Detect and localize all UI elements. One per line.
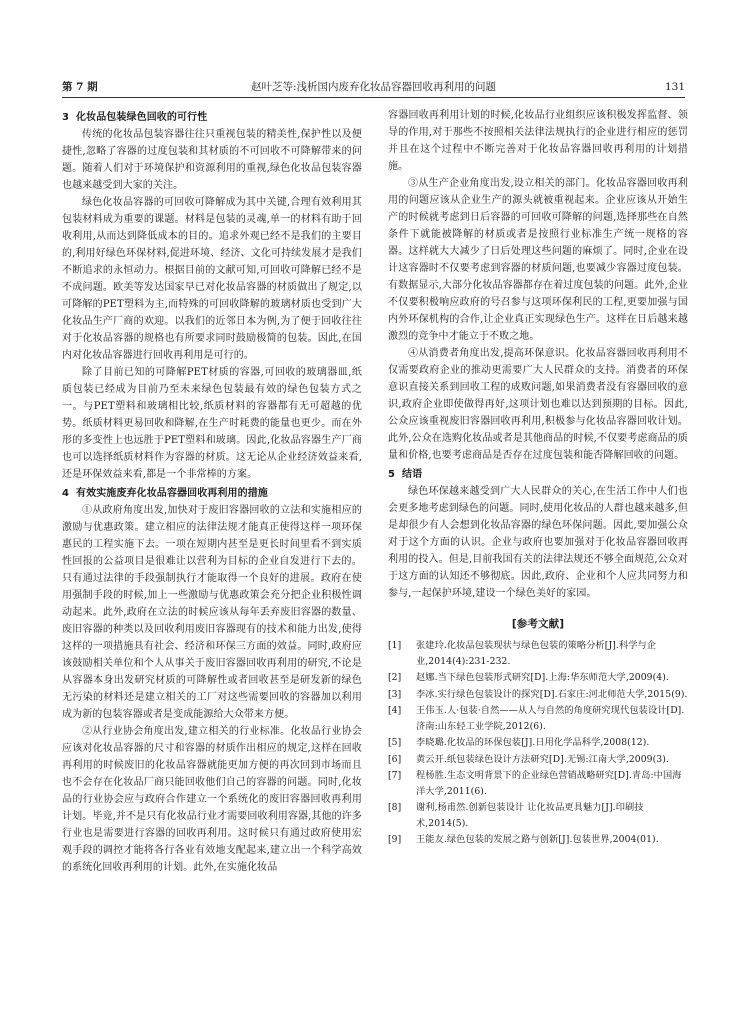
paragraph: 传统的化妆品包装容器往往只重视包装的精美性,保护性以及便捷性,忽略了容器的过度包装和其材质的不可回收不可降解带来的问题。随着人们对于环境保护和资源利用的重视,绿色化妆品包装容器也越来越受到大家的关注。 bbox=[62, 129, 362, 191]
section-number: 3 bbox=[62, 112, 70, 123]
reference-number: [8] bbox=[388, 802, 402, 813]
paragraph: ①从政府角度出发,加快对于废旧容器回收的立法和实施相应的激励与优惠政策。建立相应的法律法规才能真正使得这样一项环保惠民的工程实施下去。一项在短期内甚至是更长时间里看不到实质性回报的公益项目是很难让以营利为目标的企业自发进行下去的。只有通过法律的手段强制执行才能取得一个良好的进展。政府在使用强制手段的时候,加上一些激励与优惠政策会充分把企业积极性调动起来。此外,政府在立法的时候应该从每年丢弃废旧容器的数量、废旧容器的种类以及回收利用废旧容器现有的技术和能力出发,使得这样的一项措施具有社会、经济和环保三方面的效益。同时,政府应该鼓励相关单位和个人从事关于废旧容器回收再利用的研究,不论是从容器本身出发研究材质的可降解性或者回收甚至是研发新的绿色无污染的材料还是建立相关的工厂对这些需要回收的容器加以利用成为新的包装容器或者是变成能源给大众带来方便。 bbox=[62, 505, 362, 720]
reference-number: [7] bbox=[388, 770, 402, 781]
paragraph: ②从行业协会角度出发,建立相关的行业标准。化妆品行业协会应该对化妆品容器的尺寸和容器的材质作出相应的规定,这样在回收再利用的时候废旧的化妆品容器就能更加方便的再次回到市场而且也不会存在化妆品厂商只能回收他们自己的容器的问题。同时,化妆品的行业协会应与政府合作建立一个系统化的废旧容器回收再利用计划。毕竟,并不是只有化妆品行业才需要回收利用容器,其他的许多行业也是需要进行容器的回收再利用。这时候只有通过政府使用宏观手段的调控才能将各行各业有效地支配起来,建立出一个科学高效的系统化回收再利用的计划。此外,在实施化妆品 bbox=[62, 726, 362, 873]
reference-text: 黄云开.纸包装绿色设计方法研究[D].无锡:江南大学,2009(3). bbox=[416, 753, 669, 765]
section-number: 4 bbox=[62, 488, 70, 499]
reference-item bbox=[388, 670, 688, 686]
running-header bbox=[62, 79, 685, 95]
section-heading-3 bbox=[62, 109, 362, 126]
issue-number: 第 7 期 bbox=[62, 81, 98, 93]
reference-item bbox=[388, 703, 688, 734]
paragraph: ③从生产企业角度出发,设立相关的部门。化妆品容器回收再利用的问题应该从企业生产的源头就被重视起来。企业应该从开始生产的时候就考虑到日后容器的可回收可降解的问题,选择那些在自然条件下就能被降解的材质或者是按照行业标准生产统一规格的容器。这样就大大减少了日后处理这些问题的麻烦了。同时,企业在设计这容器时不仅要考虑到容器的材质问题,也要减少容器过度包装。有数据显示,大部分化妆品容器都存在着过度包装的问题。此外,企业不仅要积极响应政府的号召参与这项环保利民的工程,更要加强与国内外环保机构的合作,让企业真正实现绿色生产。这样在日后越来越激烈的竞争中才能立于不败之地。 bbox=[388, 178, 688, 342]
left-column bbox=[62, 107, 362, 876]
references-list bbox=[388, 638, 688, 848]
running-title: 赵叶芝等:浅析国内废弃化妆品容器回收再利用的问题 bbox=[250, 81, 497, 93]
paragraph: 除了目前已知的可降解PET材质的容器,可回收的玻璃器皿,纸质包装已经成为目前乃至未来绿色包装最有效的绿色包装方式之一。与PET塑料和玻璃相比较,纸质材料的容器都有无可超越的优势。纸质材料更易回收和降解,在生产时耗费的能量也更少。而在外形的多变性上也远胜于PET塑料和玻璃。因此,化妆品容器生产厂商也可以选择纸质材料作为容器的材质。这无论从企业经济效益来看,还是环保效益来看,都是一个非常棒的方案。 bbox=[62, 367, 362, 480]
reference-number: [4] bbox=[388, 705, 402, 716]
paragraph: ④从消费者角度出发,提高环保意识。化妆品容器回收再利用不仅需要政府企业的推动更需要广大人民群众的支持。消费者的环保意识直接关系到回收工程的成败问题,如果消费者没有容器回收的意识,政府企业即使做得再好,这项计划也难以达到预期的目标。因此,公众应该重视废旧容器回收再利用,积极参与化妆品容器回收计划。此外,公众在选购化妆品或者是其他商品的时候,不仅要考虑商品的质量和价格,也要考虑商品是否存在过度包装和能否降解回收的问题。 bbox=[388, 348, 688, 461]
reference-item bbox=[388, 687, 688, 703]
reference-number: [9] bbox=[388, 834, 402, 845]
reference-item bbox=[388, 752, 688, 768]
reference-text: 李晓璐.化妆品的环保包装[J].日用化学品科学,2008(12). bbox=[416, 737, 650, 748]
paragraph: 绿色环保越来越受到广大人民群众的关心,在生活工作中人们也会更多地考虑到绿色的问题。同时,使用化妆品的人群也越来越多,但是却很少有人会想到化妆品容器的绿色环保问题。因此,要加强公众对于这个方面的认识。企业与政府也要加强对于化妆品容器回收再利用的投入。但是,目前我国有关的法律法规还不够全面规范,公众对于这方面的认知还不够彻底。因此,政府、企业和个人应共同努力和参与,一起保护环境,建设一个绿色美好的家园。 bbox=[388, 486, 688, 599]
reference-item bbox=[388, 735, 688, 751]
reference-text: 王能友.绿色包装的发展之路与创新[J].包装世界,2004(01). bbox=[416, 834, 659, 845]
section-title: 化妆品包装绿色回收的可行性 bbox=[76, 112, 208, 123]
reference-number: [3] bbox=[388, 688, 402, 700]
reference-text: 王伟玉.人·包装·自然——从人与自然的角度研究现代包装设计[D].济南:山东轻工业学院,2012(6). bbox=[416, 705, 685, 732]
reference-text: 张建玲.化妆品包装现状与绿色包装的策略分析[J].科学与企业,2014(4):231-232. bbox=[416, 640, 657, 667]
section-heading-5 bbox=[388, 466, 688, 483]
section-title: 结语 bbox=[402, 469, 423, 480]
right-column bbox=[388, 107, 688, 849]
section-number: 5 bbox=[388, 469, 396, 480]
reference-item bbox=[388, 832, 688, 848]
reference-item bbox=[388, 768, 688, 799]
section-title: 有效实施废弃化妆品容器回收再利用的措施 bbox=[76, 488, 268, 499]
reference-text: 赵娜.当下绿色包装形式研究[D].上海:华东师范大学,2009(4). bbox=[416, 672, 669, 683]
reference-number: [2] bbox=[388, 672, 402, 683]
page-number: 131 bbox=[664, 81, 685, 93]
reference-text: 程杨胜.生态文明背景下的企业绿色营销战略研究[D].青岛:中国海洋大学,2011(6). bbox=[416, 770, 682, 797]
reference-text: 李冰.实行绿色包装设计的探究[D].石家庄:河北师范大学,2015(9). bbox=[416, 688, 688, 700]
references-heading: [参考文献] bbox=[511, 618, 565, 630]
reference-number: [1] bbox=[388, 640, 402, 651]
paragraph: 绿色化妆品容器的可回收可降解成为其中关键,合理有效利用其包装材料成为重要的课题。材料是包装的灵魂,单一的材料有助于回收利用,从而达到降低成本的目的。追求外观已经不是我们的主要目的,利用好绿色环保材料,促进环境、经济、文化可持续发展才是我们不断追求的永恒动力。根据目前的文献可知,可回收可降解已经不是不成问题。欧美等发达国家早已对化妆品容器的材质做出了规定,以可降解的PET塑料为主,而特殊的可回收降解的玻璃材质也受到广大化妆品生产厂商的欢迎。以我们的近邻日本为例,为了便于回收往往对于化妆品容器的规格也有所要求同时鼓励极简的包装。因此,在国内对化妆品容器进行回收再利用是可行的。 bbox=[62, 197, 362, 361]
reference-number: [5] bbox=[388, 737, 402, 748]
reference-item bbox=[388, 800, 688, 831]
section-heading-4 bbox=[62, 485, 362, 502]
reference-item bbox=[388, 638, 688, 669]
reference-text: 谢利,杨甫然.创新包装设计 让化妆品更具魅力[J].印刷技术,2014(5). bbox=[416, 802, 644, 829]
header-rule bbox=[62, 97, 685, 98]
reference-number: [6] bbox=[388, 753, 402, 765]
paragraph: 容器回收再利用计划的时候,化妆品行业组织应该积极发挥监督、领导的作用,对于那些不按照相关法律法规执行的企业进行相应的惩罚并且在这个过程中不断完善对于化妆品容器回收再利用的计划措施。 bbox=[388, 110, 688, 172]
